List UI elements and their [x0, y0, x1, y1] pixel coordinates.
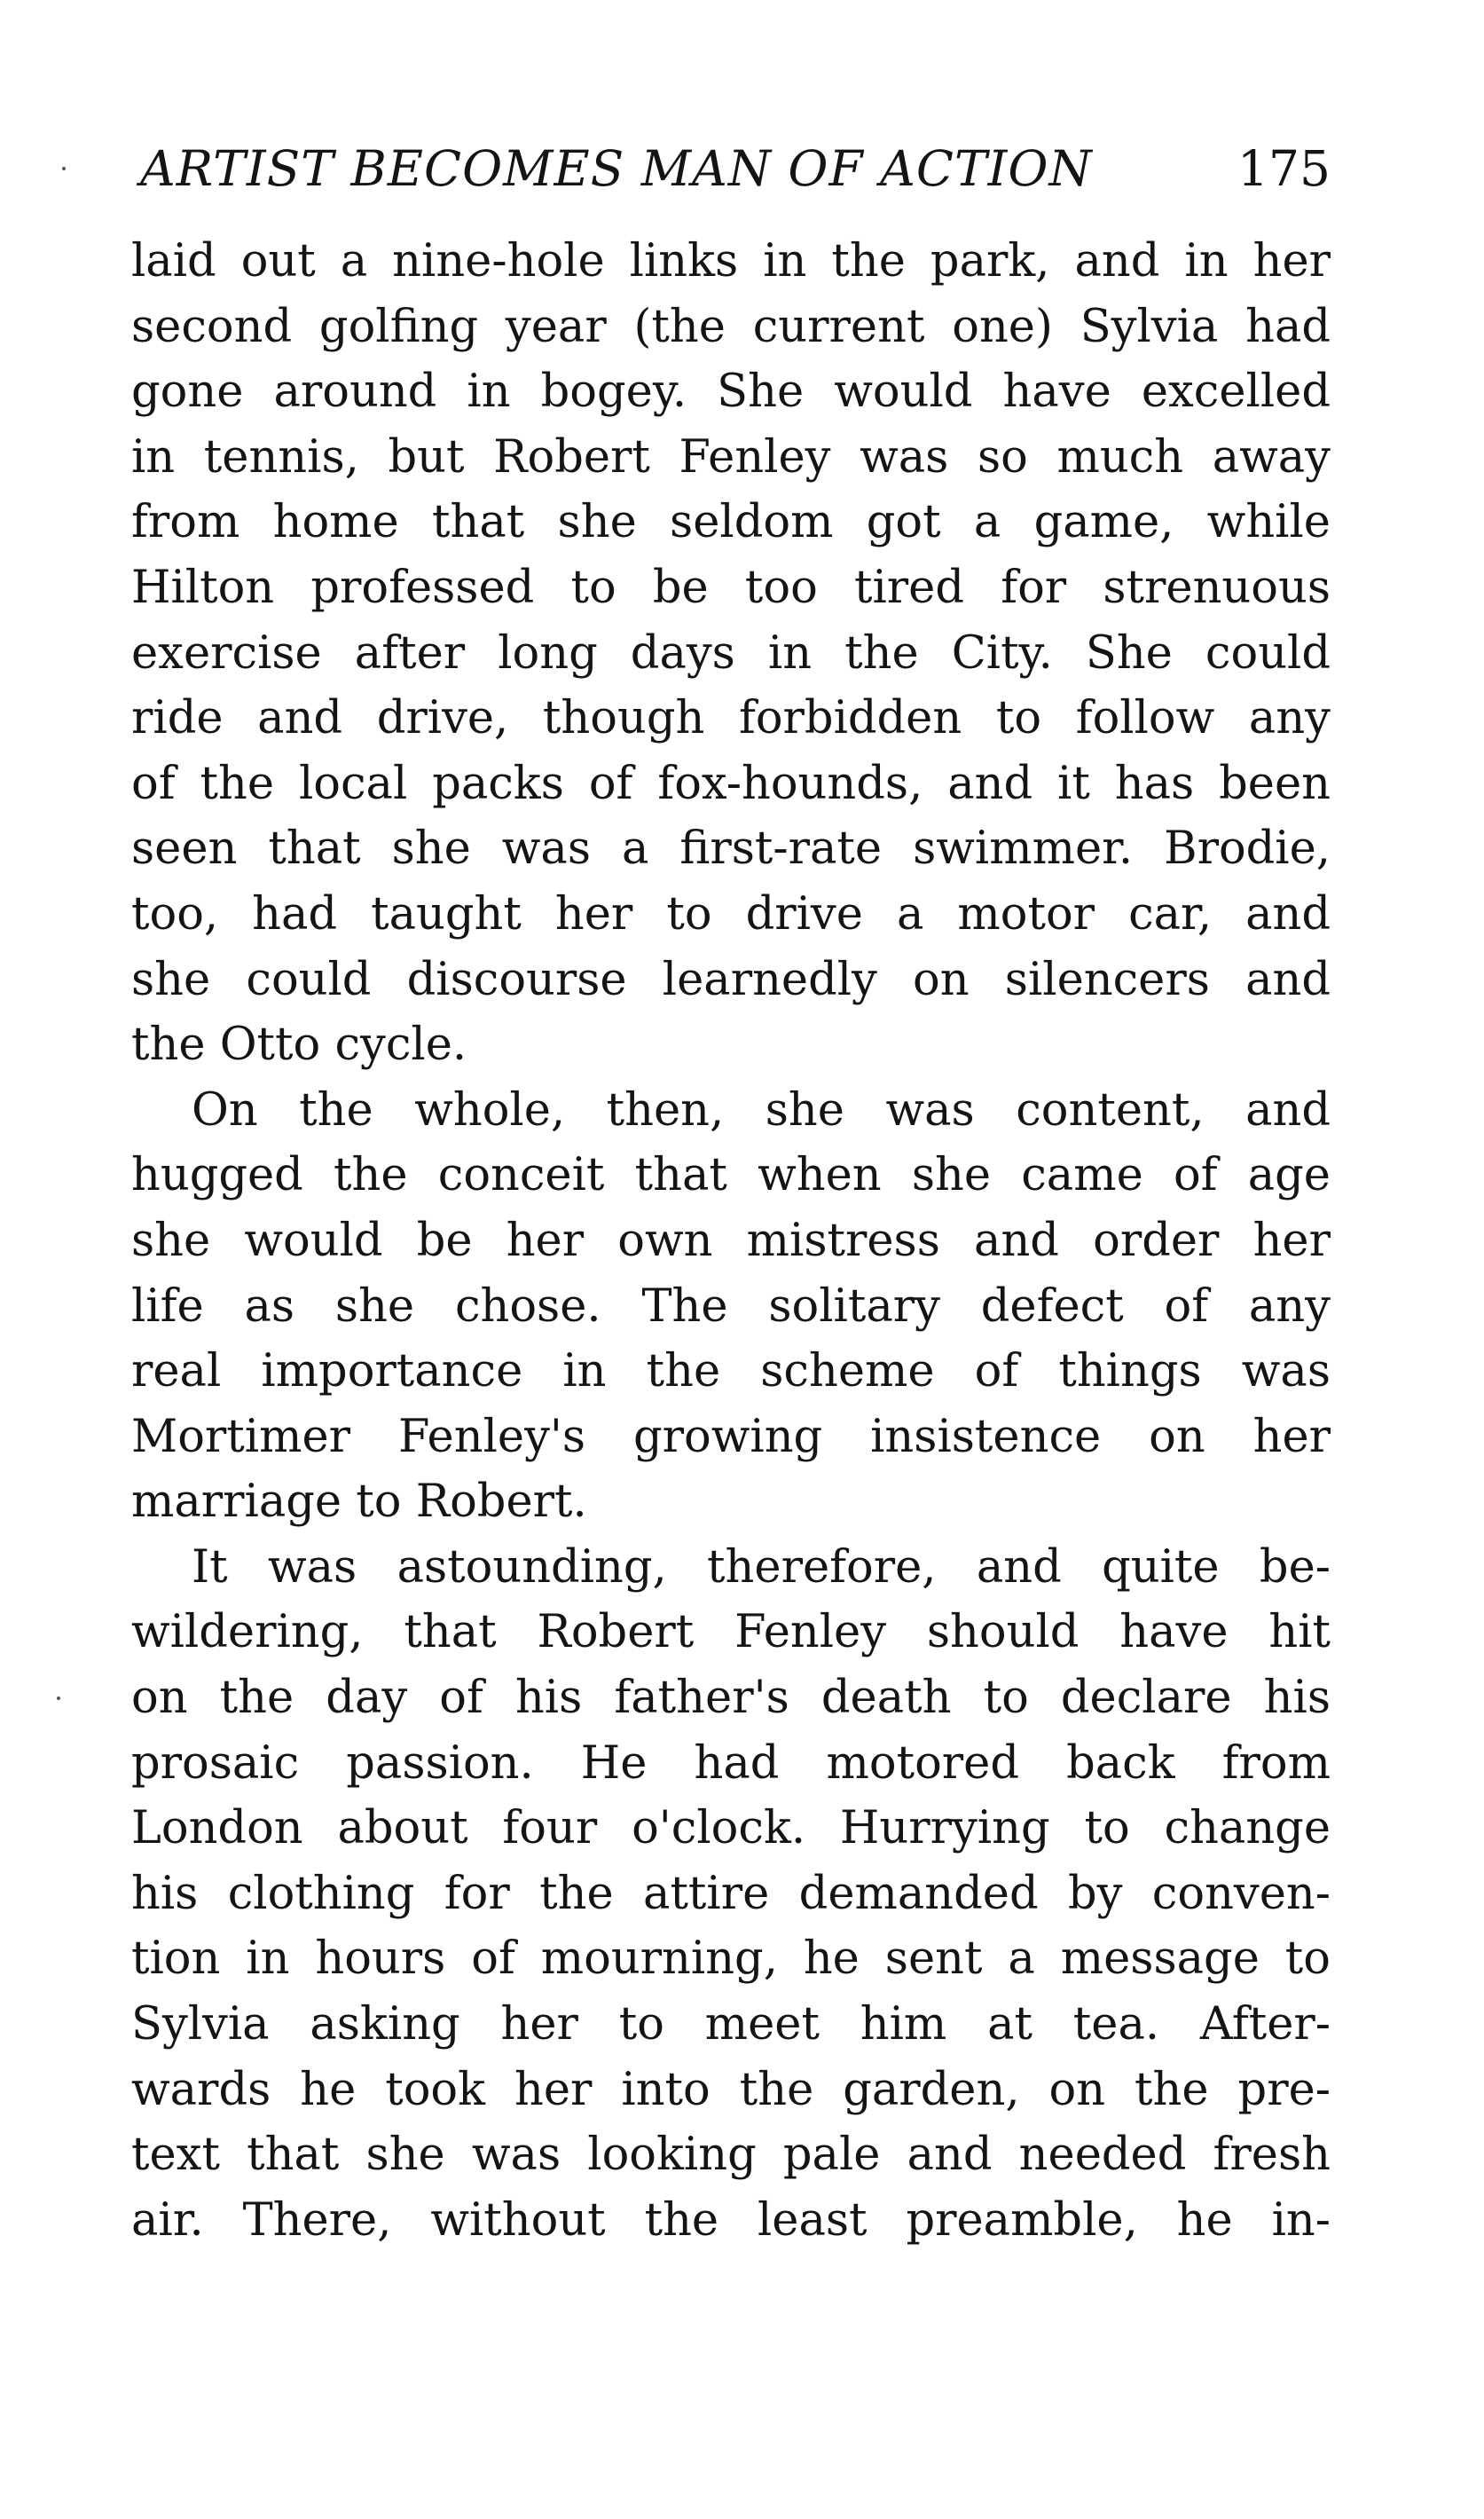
- paragraph-start-line: On the whole, then, she was content, and: [192, 1083, 1331, 1137]
- text-line: too, had taught her to drive a motor car, and: [131, 887, 1331, 941]
- text-line: of the local packs of fox-hounds, and it has been: [131, 757, 1331, 810]
- text-line: tion in hours of mourning, he sent a message to: [131, 1933, 1331, 1986]
- page-number: 175: [1237, 140, 1331, 197]
- print-speck: [57, 1696, 60, 1700]
- text-line: London about four o'clock. Hurrying to change: [131, 1802, 1331, 1855]
- text-line: Mortimer Fenley's growing insistence on her: [131, 1410, 1331, 1463]
- text-line: his clothing for the attire demanded by conven-: [131, 1867, 1331, 1920]
- text-line: seen that she was a first-rate swimmer. Brodie,: [131, 823, 1331, 876]
- paragraph-end-line: the Otto cycle.: [131, 1019, 467, 1072]
- text-line: life as she chose. The solitary defect of any: [131, 1279, 1331, 1333]
- text-line: hugged the conceit that when she came of age: [131, 1149, 1331, 1202]
- paragraph-start-line: It was astounding, therefore, and quite be-: [192, 1540, 1331, 1594]
- text-line: real importance in the scheme of things was: [131, 1345, 1331, 1398]
- text-line: on the day of his father's death to declare his: [131, 1672, 1331, 1725]
- text-line: ride and drive, though forbidden to follow any: [131, 692, 1331, 745]
- text-line: Hilton professed to be too tired for strenuous: [131, 561, 1331, 614]
- text-line: she would be her own mistress and order her: [131, 1214, 1331, 1267]
- running-head: [140, 133, 1331, 204]
- text-line: in tennis, but Robert Fenley was so much away: [131, 430, 1331, 484]
- text-line: wards he took her into the garden, on the pre-: [131, 2063, 1331, 2116]
- text-line: exercise after long days in the City. She could: [131, 626, 1331, 680]
- text-line: gone around in bogey. She would have excelled: [131, 366, 1331, 419]
- running-title: ARTIST BECOMES MAN OF ACTION: [140, 140, 1093, 197]
- text-line: second golfing year (the current one) Sylvia had: [131, 300, 1331, 353]
- text-line: laid out a nine-hole links in the park, and in her: [131, 235, 1331, 287]
- text-line: wildering, that Robert Fenley should have hit: [131, 1606, 1331, 1659]
- text-line: from home that she seldom got a game, while: [131, 496, 1331, 549]
- text-line: text that she was looking pale and needed fresh: [131, 2129, 1331, 2182]
- text-line: she could discourse learnedly on silencers and: [131, 953, 1331, 1006]
- paragraph-end-line: marriage to Robert.: [131, 1476, 587, 1529]
- print-speck: [62, 167, 66, 170]
- text-line: prosaic passion. He had motored back from: [131, 1736, 1331, 1790]
- text-line: air. There, without the least preamble, he in-: [131, 2193, 1331, 2247]
- body-text: [131, 229, 1331, 2253]
- text-line: Sylvia asking her to meet him at tea. After-: [131, 1998, 1331, 2051]
